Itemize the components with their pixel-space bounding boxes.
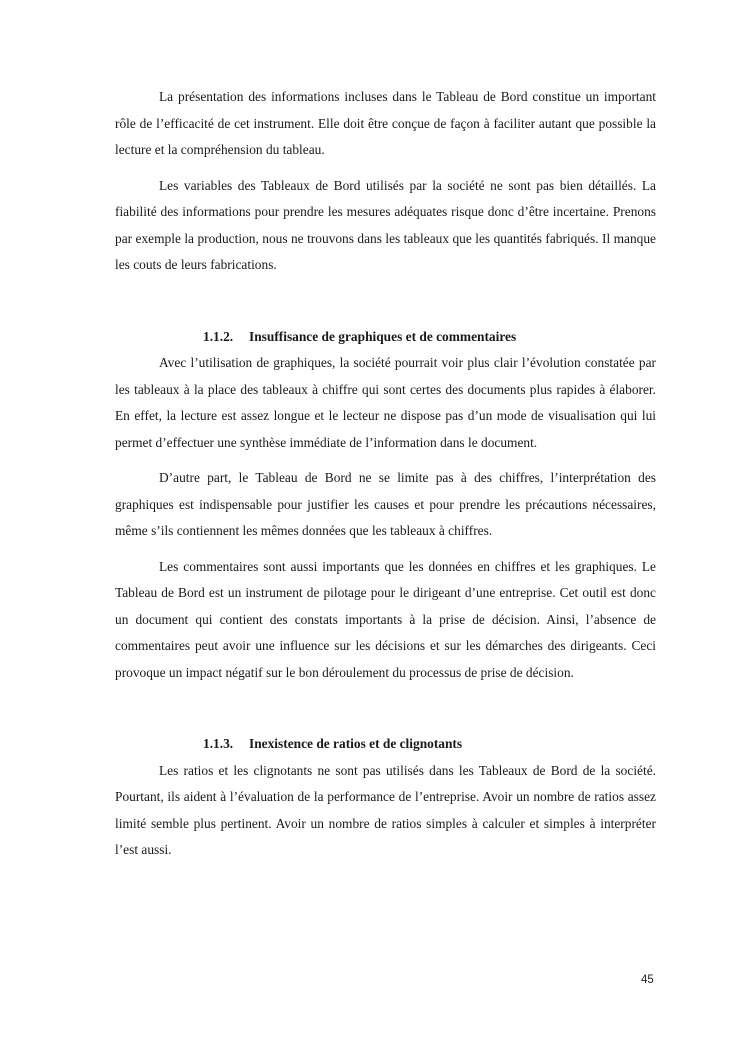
section-title: Inexistence de ratios et de clignotants bbox=[249, 736, 463, 751]
section-1-1-2-paragraph-1: Avec l’utilisation de graphiques, la société pourrait voir plus clair l’évolution constatée par les tableaux à la place des tableaux à chiffre qui sont certes des documents plus rapides à élaborer. En effet, la lecture est assez longue et le lecteur ne dispose pas d’un mode de visualisation qui lui permet d’effectuer une synthèse immédiate de l’information dans le document. bbox=[115, 355, 656, 450]
page-number: 45 bbox=[641, 974, 654, 986]
section-1-1-3-paragraph-1: Les ratios et les clignotants ne sont pas utilisés dans les Tableaux de Bord de la société. Pourtant, ils aident à l’évaluation de la performance de l’entreprise. Avoir un nombre de ratios assez limité semble plus pertinent. Avoir un nombre de ratios simples à calculer et simples à interpréter l’est aussi. bbox=[115, 762, 656, 857]
section-heading-1-1-3 bbox=[115, 731, 656, 758]
document-page bbox=[115, 84, 656, 873]
section-heading-1-1-2 bbox=[115, 324, 656, 351]
section-1-1-2-paragraph-2: D’autre part, le Tableau de Bord ne se limite pas à des chiffres, l’interprétation des graphiques est indispensable pour justifier les causes et pour prendre les précautions nécessaires, même s’ils contiennent les mêmes données que les tableaux à chiffres. bbox=[115, 470, 656, 538]
section-number: 1.1.2. bbox=[203, 328, 234, 344]
section-title: Insuffisance de graphiques et de commentaires bbox=[249, 328, 517, 344]
intro-paragraph-1: La présentation des informations incluses dans le Tableau de Bord constitue un important rôle de l’efficacité de cet instrument. Elle doit être conçue de façon à faciliter autant que possible la lecture et la compréhension du tableau. bbox=[115, 89, 656, 157]
section-number: 1.1.3. bbox=[203, 736, 234, 751]
section-1-1-2-paragraph-3: Les commentaires sont aussi importants que les données en chiffres et les graphiques. Le Tableau de Bord est un instrument de pilotage pour le dirigeant d’une entreprise. Cet outil est donc un document qui contient des constats importants à la prise de décision. Ainsi, l’absence de commentaires peut avoir une influence sur les décisions et sur les démarches des dirigeants. Ceci provoque un impact négatif sur le bon déroulement du processus de prise de décision. bbox=[115, 558, 656, 680]
intro-paragraph-2: Les variables des Tableaux de Bord utilisés par la société ne sont pas bien détaillés. La fiabilité des informations pour prendre les mesures adéquates risque donc d’être incertaine. Prenons par exemple la production, nous ne trouvons dans les tableaux que les quantités fabriqués. Il manque les couts de leurs fabrications. bbox=[115, 177, 656, 272]
